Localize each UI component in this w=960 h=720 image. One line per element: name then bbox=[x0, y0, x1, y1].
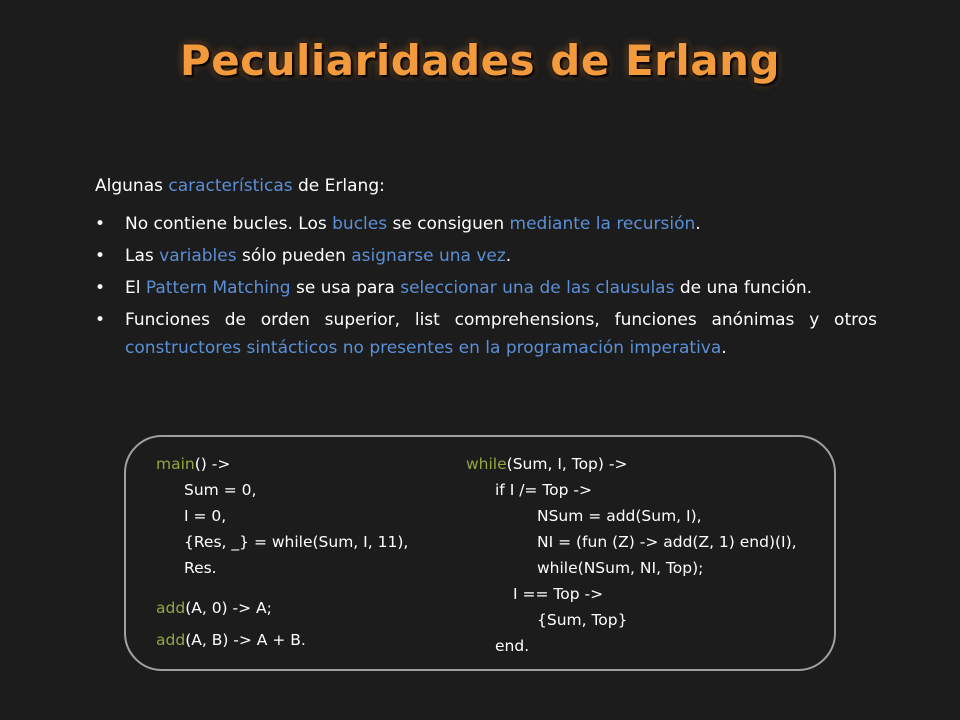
bullet-text: sólo pueden bbox=[236, 246, 352, 266]
bullet-text: Las bbox=[125, 246, 160, 266]
intro-line bbox=[95, 176, 385, 196]
code-line: {Res, _} = while(Sum, I, 11), bbox=[184, 533, 409, 551]
bullet-text: . bbox=[505, 246, 512, 266]
code-fn-name: add bbox=[156, 631, 186, 649]
code-fn-name: main bbox=[156, 455, 195, 473]
code-fn-name: while bbox=[466, 455, 507, 473]
bullet-item bbox=[95, 274, 877, 302]
bullet-highlight: seleccionar una de las clausulas bbox=[400, 278, 675, 298]
bullet-text: Funciones de orden superior, list comprehensions, funciones anónimas y otros bbox=[125, 310, 877, 330]
code-box bbox=[124, 435, 836, 671]
bullet-text: se consiguen bbox=[387, 214, 510, 234]
code-main-header bbox=[156, 455, 230, 473]
bullet-dot: • bbox=[95, 246, 106, 266]
code-text: (A, B) -> A + B. bbox=[185, 631, 306, 649]
code-add-clause-1 bbox=[156, 599, 272, 617]
code-line: if I /= Top -> bbox=[495, 481, 592, 499]
bullet-list bbox=[95, 210, 877, 366]
bullet-item bbox=[95, 210, 877, 238]
bullet-dot: • bbox=[95, 278, 106, 298]
intro-text-3: de Erlang: bbox=[292, 176, 385, 196]
bullet-text: . bbox=[695, 214, 701, 234]
code-line: NSum = add(Sum, I), bbox=[537, 507, 702, 525]
bullet-dot: • bbox=[95, 214, 106, 234]
intro-highlight: características bbox=[168, 176, 293, 196]
code-text: (Sum, I, Top) -> bbox=[506, 455, 628, 473]
bullet-highlight: constructores sintácticos no presentes en la programación imperativa bbox=[125, 338, 722, 358]
code-while-header bbox=[466, 455, 627, 473]
intro-text-1: Algunas bbox=[95, 176, 169, 196]
code-line: NI = (fun (Z) -> add(Z, 1) end)(I), bbox=[537, 533, 797, 551]
bullet-item bbox=[95, 242, 877, 270]
code-line: Res. bbox=[184, 559, 217, 577]
bullet-text: El bbox=[125, 278, 146, 298]
code-line: I = 0, bbox=[184, 507, 227, 525]
code-line: Sum = 0, bbox=[184, 481, 257, 499]
slide-title: Peculiaridades de Erlang bbox=[179, 36, 781, 85]
bullet-highlight: variables bbox=[159, 246, 237, 266]
bullet-highlight: mediante la recursión bbox=[509, 214, 696, 234]
code-add-clause-2 bbox=[156, 631, 306, 649]
bullet-item bbox=[95, 306, 877, 362]
bullet-dot: • bbox=[95, 310, 106, 330]
bullet-highlight: bucles bbox=[332, 214, 388, 234]
bullet-text: No contiene bucles. Los bbox=[125, 214, 333, 234]
code-fn-name: add bbox=[156, 599, 186, 617]
code-line: while(NSum, NI, Top); bbox=[537, 559, 704, 577]
bullet-highlight: asignarse una vez bbox=[351, 246, 506, 266]
code-text: (A, 0) -> A; bbox=[185, 599, 272, 617]
code-line: {Sum, Top} bbox=[537, 611, 628, 629]
code-text: () -> bbox=[194, 455, 231, 473]
bullet-highlight: Pattern Matching bbox=[145, 278, 291, 298]
bullet-text: . bbox=[721, 338, 727, 358]
bullet-text: de una función. bbox=[674, 278, 813, 298]
code-line: I == Top -> bbox=[513, 585, 604, 603]
bullet-text: se usa para bbox=[290, 278, 401, 298]
code-line: end. bbox=[495, 637, 530, 655]
